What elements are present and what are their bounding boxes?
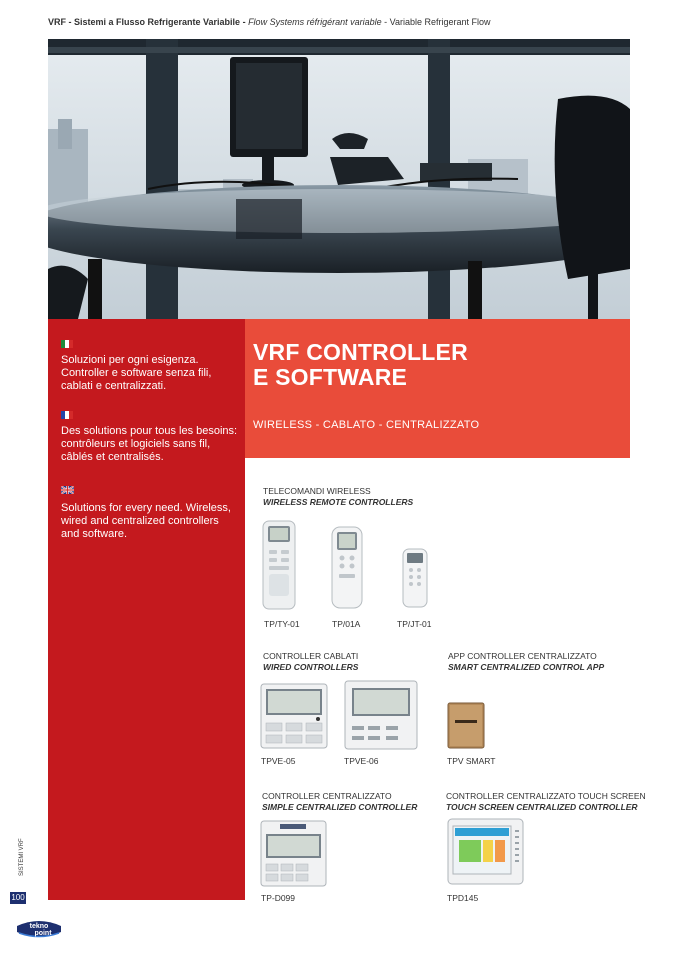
- central-tpd099-image: [260, 820, 327, 887]
- office-photo: [48, 39, 630, 319]
- section-wired-heading: [263, 651, 358, 673]
- section-app-en: SMART CENTRALIZED CONTROL APP: [448, 662, 605, 672]
- page-subtitle: WIRELESS - CABLATO - CENTRALIZZATO: [253, 419, 480, 431]
- header-french: Flow Systems réfrigérant variable: [248, 17, 382, 27]
- product-label-tpvsmart: TPV SMART: [447, 756, 496, 766]
- section-touch-it: CONTROLLER CENTRALIZZATO TOUCH SCREEN: [446, 791, 646, 801]
- french-text: Des solutions pour tous les besoins: contrôleurs et logiciels sans fil, câblés et centralisés.: [61, 425, 238, 463]
- teknopoint-logo: [15, 918, 63, 940]
- france-flag-icon: [61, 411, 73, 419]
- title-line-2: E SOFTWARE: [253, 364, 408, 390]
- wired-tpve05-image: [260, 683, 328, 749]
- page-number: 100: [11, 893, 25, 902]
- sidebar-section-label: SISTEMI VRF: [19, 838, 25, 876]
- svg-text:tekno: tekno: [29, 923, 49, 930]
- product-label-tpjt01: TP/JT-01: [397, 619, 432, 629]
- app-tpvsmart-image: [447, 702, 485, 749]
- wired-tpve06-image: [344, 680, 418, 750]
- section-wireless-heading: [263, 486, 413, 508]
- header-main: VRF - Sistemi a Flusso Refrigerante Variabile -: [48, 17, 249, 27]
- product-label-tpd099: TP-D099: [261, 893, 296, 903]
- section-app-heading: [448, 651, 604, 673]
- section-wireless-it: TELECOMANDI WIRELESS: [263, 486, 371, 496]
- title-line-1: VRF CONTROLLER: [253, 339, 468, 365]
- product-label-tpd145: TPD145: [447, 893, 479, 903]
- section-touch-heading: [446, 791, 646, 813]
- touch-tpd145-image: [447, 818, 524, 885]
- section-wireless-en: WIRELESS REMOTE CONTROLLERS: [263, 497, 414, 507]
- product-label-tpty01: TP/TY-01: [264, 619, 300, 629]
- remote-tp01a-image: [331, 526, 363, 609]
- header-english: - Variable Refrigerant Flow: [381, 17, 491, 27]
- section-touch-en: TOUCH SCREEN CENTRALIZED CONTROLLER: [446, 802, 638, 812]
- page-title: [253, 340, 468, 390]
- italy-flag-icon: [61, 340, 73, 348]
- remote-tpty01-image: [262, 520, 296, 610]
- svg-text:point: point: [34, 930, 52, 937]
- section-wired-it: CONTROLLER CABLATI: [263, 651, 359, 661]
- uk-flag-icon: [61, 486, 74, 494]
- product-label-tpve05: TPVE-05: [261, 756, 296, 766]
- section-central-it: CONTROLLER CENTRALIZZATO: [262, 791, 392, 801]
- remote-tpjt01-image: [402, 548, 428, 608]
- language-panel: [48, 319, 245, 900]
- section-wired-en: WIRED CONTROLLERS: [263, 662, 359, 672]
- page-header: [48, 17, 490, 27]
- section-central-heading: [262, 791, 417, 813]
- section-app-it: APP CONTROLLER CENTRALIZZATO: [448, 651, 597, 661]
- product-label-tpve06: TPVE-06: [344, 756, 379, 766]
- product-label-tp01a: TP/01A: [332, 619, 361, 629]
- english-text: Solutions for every need. Wireless, wired and centralized controllers and software.: [61, 502, 231, 540]
- italian-text: Soluzioni per ogni esigenza. Controller e software senza fili, cablati e centralizzati.: [61, 354, 212, 392]
- section-central-en: SIMPLE CENTRALIZED CONTROLLER: [262, 802, 418, 812]
